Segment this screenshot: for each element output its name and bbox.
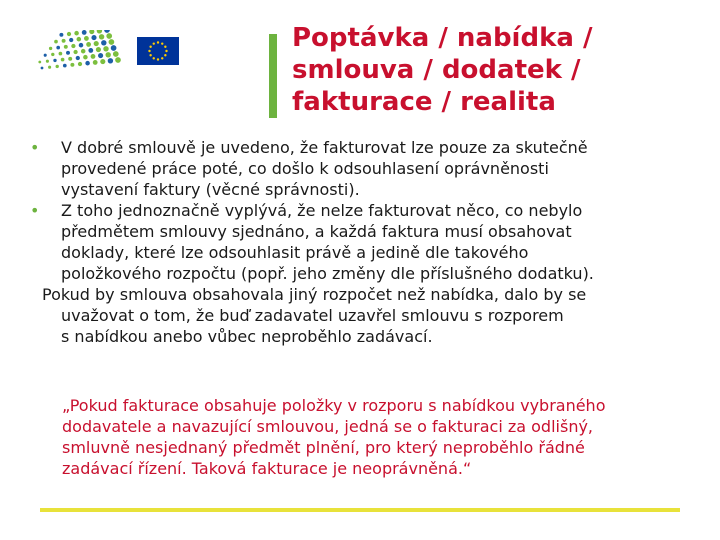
title-line: fakturace / realita bbox=[292, 87, 556, 117]
logo-dot bbox=[69, 38, 73, 42]
logo-dot bbox=[56, 65, 59, 68]
bullet-line: vystavení faktury (věcné správnosti). bbox=[61, 180, 360, 199]
logo-dot bbox=[83, 55, 88, 60]
logo-dot bbox=[96, 47, 101, 52]
logo-dot bbox=[56, 46, 60, 50]
dotted-logo-icon bbox=[36, 30, 128, 72]
eu-star-icon bbox=[164, 46, 166, 48]
logo-dot bbox=[101, 40, 106, 45]
logo-dot bbox=[59, 52, 63, 56]
page-title bbox=[292, 22, 712, 118]
quote-line: „Pokud fakturace obsahuje položky v rozporu s nabídkou vybraného bbox=[62, 396, 606, 415]
logo-dot bbox=[51, 53, 54, 56]
logo-dot bbox=[44, 54, 47, 57]
logo-dot bbox=[41, 67, 44, 70]
logo-dot bbox=[71, 44, 75, 48]
logo-dot bbox=[59, 33, 63, 37]
eu-star-icon bbox=[148, 50, 150, 52]
quote-line: zadávací řízení. Taková fakturace je neoprávněná.“ bbox=[62, 459, 472, 478]
logo-dot bbox=[82, 30, 87, 35]
logo-dot bbox=[66, 51, 70, 55]
logo-dot bbox=[85, 61, 90, 66]
logo-dot bbox=[97, 30, 102, 34]
logo-dot bbox=[89, 30, 94, 34]
quote-line: dodavatele a navazující smlouvou, jedná se o fakturaci za odlišný, bbox=[62, 417, 594, 436]
logo-dot bbox=[74, 31, 79, 36]
bullet-icon: • bbox=[30, 138, 40, 157]
eu-star-icon bbox=[161, 42, 163, 44]
logo-dot bbox=[46, 60, 49, 63]
eu-star-icon bbox=[164, 54, 166, 56]
logo-dot bbox=[54, 40, 58, 44]
bullet-line: doklady, které lze odsouhlasit právě a jedině dle takového bbox=[61, 243, 529, 262]
logo-dot bbox=[86, 42, 91, 47]
logo-dot bbox=[68, 57, 72, 61]
bullet-line: předmětem smlouvy sjednáno, a každá faktura musí obsahovat bbox=[61, 222, 572, 241]
logo-dot bbox=[70, 63, 74, 67]
logo-dot bbox=[88, 48, 93, 53]
title-line: Poptávka / nabídka / bbox=[292, 23, 593, 53]
eu-star-icon bbox=[165, 50, 167, 52]
logo-dot bbox=[64, 45, 68, 49]
logo-dot bbox=[105, 52, 110, 57]
eu-star-icon bbox=[161, 57, 163, 59]
logo-dot bbox=[103, 46, 108, 51]
eu-flag-background bbox=[137, 37, 179, 65]
bullet-line: provedené práce poté, co došlo k odsouhlasení oprávněnosti bbox=[61, 159, 549, 178]
logo-dot bbox=[94, 41, 99, 46]
logo-dot bbox=[63, 64, 67, 68]
logo-dot bbox=[106, 33, 112, 39]
note-line: uvažovat o tom, že buď zadavatel uzavřel smlouvu s rozporem bbox=[61, 306, 564, 325]
logo-dot bbox=[109, 39, 115, 45]
logo-dot bbox=[98, 53, 103, 58]
note-paragraph bbox=[30, 284, 700, 347]
quote-line: smluvně nesjednaný předmět plnění, pro který neproběhlo řádné bbox=[62, 438, 585, 457]
logo-dot bbox=[111, 45, 117, 51]
bullet-line: Z toho jednoznačně vyplývá, že nelze fakturovat něco, co nebylo bbox=[61, 201, 583, 220]
eu-star-icon bbox=[157, 58, 159, 60]
bullet-icon: • bbox=[30, 201, 40, 220]
title-accent-bar bbox=[269, 34, 277, 118]
logo-dot bbox=[108, 58, 113, 63]
logo-dot bbox=[91, 35, 96, 40]
logo-dot bbox=[91, 54, 96, 59]
logo-dot bbox=[113, 51, 119, 57]
logo-dot bbox=[49, 47, 52, 50]
eu-star-icon bbox=[157, 41, 159, 43]
logo-dot bbox=[100, 59, 105, 64]
logo-dot bbox=[81, 49, 86, 54]
logo-dot bbox=[115, 57, 121, 63]
logo-dot bbox=[53, 59, 56, 62]
note-line: s nabídkou anebo vůbec neproběhlo zadávací. bbox=[61, 327, 433, 346]
logo-dot bbox=[99, 34, 104, 39]
logo-dot bbox=[62, 39, 66, 43]
bullet-line: položkového rozpočtu (popř. jeho změny dle příslušného dodatku). bbox=[61, 264, 594, 283]
quote-block bbox=[62, 395, 707, 479]
eu-star-icon bbox=[149, 54, 151, 56]
logo-dot bbox=[76, 56, 80, 60]
logo-dot bbox=[79, 43, 84, 48]
eu-flag-icon bbox=[137, 37, 179, 65]
eu-star-icon bbox=[153, 57, 155, 59]
bullet-item bbox=[30, 137, 700, 200]
logo-dot bbox=[73, 50, 77, 54]
note-line: Pokud by smlouva obsahovala jiný rozpočet než nabídka, dalo by se bbox=[42, 285, 587, 304]
main-content bbox=[30, 137, 700, 347]
logo-dot bbox=[104, 30, 110, 33]
logo-dot bbox=[93, 60, 98, 65]
bullet-line: V dobré smlouvě je uvedeno, že fakturovat lze pouze za skutečně bbox=[61, 138, 588, 157]
logo-dot bbox=[84, 36, 89, 41]
logo-dot bbox=[48, 66, 51, 69]
title-line: smlouva / dodatek / bbox=[292, 55, 581, 85]
logo-dot bbox=[67, 32, 71, 36]
bottom-accent-bar bbox=[40, 508, 680, 512]
logo-dot bbox=[61, 58, 65, 62]
logo-dot bbox=[38, 61, 41, 64]
bullet-item bbox=[30, 200, 700, 284]
eu-star-icon bbox=[149, 46, 151, 48]
logo-dot bbox=[77, 37, 82, 42]
logo-dot bbox=[78, 62, 82, 66]
eu-star-icon bbox=[153, 42, 155, 44]
